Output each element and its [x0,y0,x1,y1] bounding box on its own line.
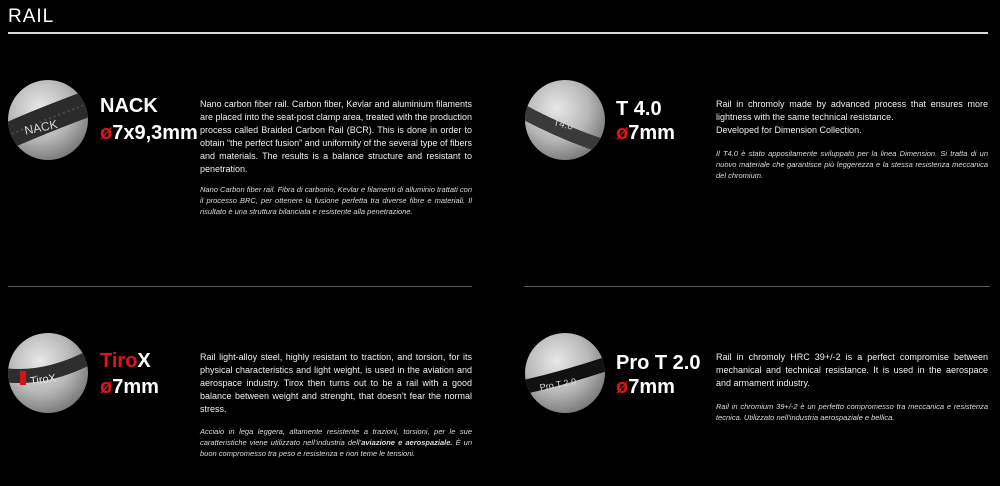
product-diameter [616,376,675,399]
product-diameter [616,122,675,145]
section-divider-left [8,286,472,287]
header-divider [8,32,988,34]
description-line: Rail in chromoly made by advanced process that ensures more lightness with the same technical resistance. [716,99,988,122]
product-diameter [100,376,159,399]
rail-thumbnail-tirox [8,333,88,413]
product-name-rest: X [137,350,151,372]
description-line: Developed for Dimension Collection. [716,125,862,135]
description-italian-part: Acciaio in lega leggera, altamente resistente a trazioni, torsioni, per le sue caratteristiche viene utilizzato nell’industria dell’ [200,427,472,447]
description-italian: Nano Carbon fiber rail. Fibra di carbonio, Kevlar e filamenti di alluminio trattati con il processo BRC, per ottenere la fusione perfetta tra diverse fibre e materiali. Il risultato è una struttura bilanciata e resistente alla penetrazione. [200,185,472,216]
diameter-symbol: ø [616,376,629,398]
description-english: Rail in chromoly HRC 39+/-2 is a perfect compromise between mechanical and technical resistance. It is used in the aerospace and armament industry. [716,352,988,388]
description-italian-part: È un buon compromesso tra peso e resistenza e non teme le tensioni. [200,438,473,458]
diameter-value: 7mm [112,376,159,398]
rail-print-text: NACK [23,117,59,138]
rail-print-text: Pro T 2.0 [538,376,577,393]
diameter-symbol: ø [616,122,629,144]
rail-print-text: TiroX [29,372,57,388]
page-title: RAIL [8,6,55,27]
product-name: Pro T 2.0 [616,352,701,374]
product-name: T 4.0 [616,98,662,120]
description-italian-bold: aviazione e aerospaziale. [361,438,453,447]
description-italian [200,426,472,459]
diameter-value: 7x9,3mm [112,122,198,144]
description-italian: Rail in chromium 39+/-2 è un perfetto compromesso tra meccanica e resistenza tecnica. Utilizzato nell’industria aerospaziale e bellica. [716,402,988,422]
diameter-symbol: ø [100,122,113,144]
section-divider-right [524,286,990,287]
description-italian: Il T4.0 è stato appositamente sviluppato per la linea Dimension. Si tratta di un nuovo materiale che garantisce più leggerezza e la stessa resistenza meccanica del chromium. [716,149,988,180]
diameter-value: 7mm [628,122,675,144]
diameter-value: 7mm [628,376,675,398]
diameter-symbol: ø [100,376,113,398]
rail-thumbnail-nack [8,80,88,160]
description-english [716,98,988,137]
rail-print-text: T4.0 [552,117,575,133]
rail-thumbnail-pro-t20 [525,333,605,413]
description-english: Rail light-alloy steel, highly resistant to traction, and torsion, for its physical characteristics and light weight, is used in the aviation and aerospace industry. Tirox then turns out to be a rail with a good balance between weight and strenght, that doesn’t fear the normal stress. [200,352,472,414]
rail-thumbnail-t40 [525,80,605,160]
product-name: NACK [100,95,158,117]
product-name [100,350,151,373]
product-name-accent: Tiro [100,350,138,372]
product-diameter [100,122,198,145]
description-english: Nano carbon fiber rail. Carbon fiber, Kevlar and aluminium filaments are placed into the seat-post clamp area, treated with the production process called Braided Carbon Rail (BCR). This is done in order to obtain “the perfect fusion” and uniformity of the several type of fibers and materials. The results is a balance structure and resistant to penetration. [200,99,472,174]
